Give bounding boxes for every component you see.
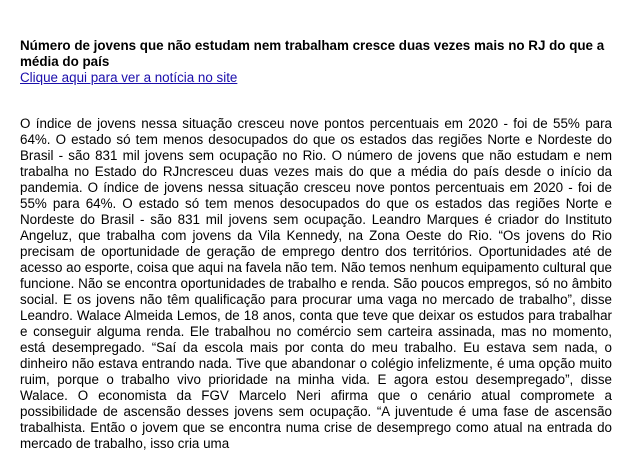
article-headline: Número de jovens que não estudam nem trabalham cresce duas vezes mais no RJ do que a média do país bbox=[20, 38, 605, 69]
article-body: O índice de jovens nessa situação cresceu nove pontos percentuais em 2020 - foi de 55% para 64%. O estado só tem menos desocupados do que os estados das regiões Norte e Nordeste do Brasil - são 831 mil jovens sem ocupação no Rio. O número de jovens que não estudam e nem trabalha no Estado do RJncresceu duas vezes mais do que a média do país desde o início da pandemia. O índice de jovens nessa situação cresceu nove pontos percentuais em 2020 - foi de 55% para 64%. O estado só tem menos desocupados do que os estados das regiões Norte e Nordeste do Brasil - são 831 mil jovens sem ocupação. Leandro Marques é criador do Instituto Angeluz, que trabalha com jovens da Vila Kennedy, na Zona Oeste do Rio. “Os jovens do Rio precisam de oportunidade de geração de emprego dentro dos territórios. Oportunidades até de acesso ao esporte, coisa que aqui na favela não tem. Não temos nenhum equipamento cultural que funcione. Não se encontra oportunidades de trabalho e renda. São poucos empregos, só no âmbito social. E os jovens não têm qualificação para procurar uma vaga no mercado de trabalho”, disse Leandro. Walace Almeida Lemos, de 18 anos, conta que teve que deixar os estudos para trabalhar e conseguir alguma renda. Ele trabalhou no comércio sem carteira assinada, mas no momento, está desempregado. “Saí da escola mais por conta do meu trabalho. Eu estava sem nada, o dinheiro não estava entrando nada. Tive que abandonar o colégio infelizmente, é uma opção muito ruim, porque o trabalho vivo prioridade na minha vida. E agora estou desempregado”, disse Walace. O economista da FGV Marcelo Neri afirma que o cenário atual compromete a possibilidade de ascensão desses jovens sem ocupação. “A juventude é uma fase de ascensão trabalhista. Então o jovem que se encontra numa crise de desemprego como atual na entrada do mercado de trabalho, isso cria uma bbox=[20, 116, 612, 451]
view-article-link[interactable]: Clique aqui para ver a notícia no site bbox=[20, 70, 238, 85]
